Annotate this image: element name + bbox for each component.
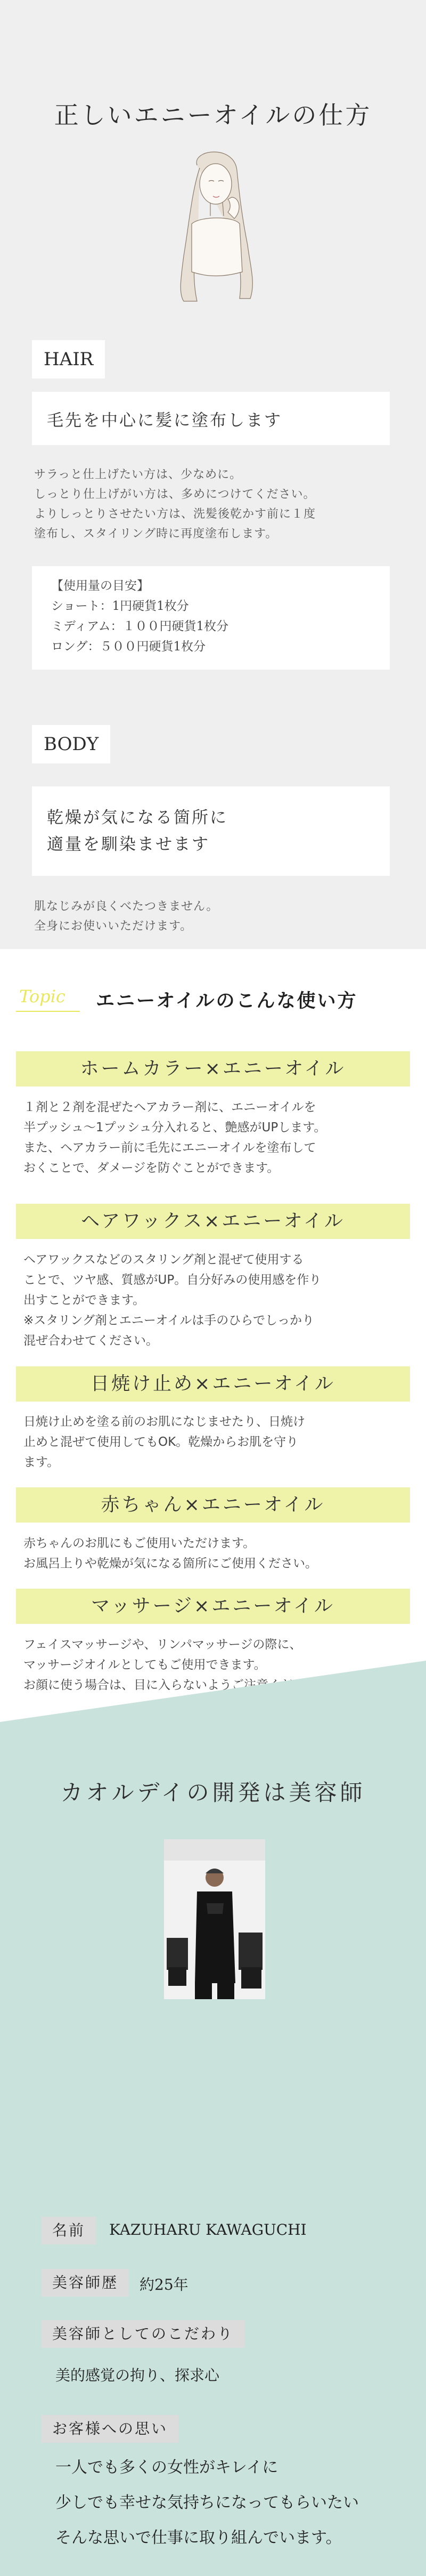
developer-title: カオルデイの開発は美容師 xyxy=(60,1780,366,1806)
desc-line: ます。 xyxy=(23,1455,60,1469)
body-headline-line: 乾燥が気になる箇所に xyxy=(47,808,228,827)
desc-line: おくことで、ダメージを防ぐことができます。 xyxy=(23,1161,280,1175)
hair-headline: 毛先を中心に髪に塗布します xyxy=(47,411,282,430)
hair-line: 塗布し、スタイリング時に再度塗布します。 xyxy=(34,527,278,541)
use-title-home-color: ホームカラー×エニーオイル xyxy=(16,1051,410,1086)
name-label: 名前 xyxy=(42,2217,96,2244)
woman-illustration xyxy=(160,144,266,304)
developer-photo xyxy=(164,1839,265,1999)
desc-line: お風呂上りや乾燥が気になる箇所にご使用ください。 xyxy=(23,1557,317,1571)
thoughts-line: そんな思いで仕事に取り組んでいます。 xyxy=(55,2529,342,2547)
guide-short: ショート：1円硬貨1枚分 xyxy=(51,599,189,613)
use-title-sunscreen: 日焼け止め×エニーオイル xyxy=(16,1366,410,1402)
use-desc-sunscreen xyxy=(23,1412,412,1472)
desc-line: ヘアワックスなどのスタリング剤と混ぜて使用する xyxy=(23,1253,304,1267)
guide-heading: 【使用量の目安】 xyxy=(51,579,149,593)
topic-label: Topic xyxy=(19,986,65,1007)
use-desc-home-color xyxy=(23,1097,412,1178)
desc-line: 日焼け止めを塗る前のお肌になじませたり、日焼け xyxy=(23,1415,305,1429)
use-desc-baby xyxy=(23,1533,412,1574)
body-line: 肌なじみが良くべたつきません。 xyxy=(34,900,219,913)
thoughts-line: 少しでも幸せな気持ちになってもらいたい xyxy=(55,2493,359,2512)
desc-line: マッサージオイルとしてもご使用できます。 xyxy=(23,1658,266,1672)
topic-title: エニーオイルのこんな使い方 xyxy=(96,991,358,1012)
hair-tag: HAIR xyxy=(32,340,105,379)
desc-line: 半プッシュ〜1プッシュ分入れると、艶感がUPします。 xyxy=(23,1121,326,1134)
career-label: 美容師歴 xyxy=(42,2269,129,2297)
use-title-baby: 赤ちゃん×エニーオイル xyxy=(16,1487,410,1523)
desc-line: ※スタリング剤とエニーオイルは手のひらでしっかり xyxy=(23,1314,314,1327)
page-title: 正しいエニーオイルの仕方 xyxy=(54,101,372,130)
use-title-hair-wax: ヘアワックス×エニーオイル xyxy=(16,1204,410,1239)
desc-line: １剤と２剤を混ぜたヘアカラー剤に、エニーオイルを xyxy=(23,1100,316,1114)
hair-line: サラっと仕上げたい方は、少なめに。 xyxy=(34,468,242,481)
thoughts-label: お客様への思い xyxy=(42,2415,178,2443)
body-headline-box xyxy=(32,786,390,876)
desc-line: 出すことができます。 xyxy=(23,1293,145,1307)
use-desc-hair-wax xyxy=(23,1250,412,1351)
usage-guide-box xyxy=(32,566,390,670)
name-value: KAZUHARU KAWAGUCHI xyxy=(109,2221,307,2239)
hair-line: しっとり仕上げがい方は、多めにつけてください。 xyxy=(34,488,316,501)
guide-medium: ミディアム：１００円硬貨1枚分 xyxy=(51,619,229,633)
desc-line: また、ヘアカラー前に毛先にエニーオイルを塗布して xyxy=(23,1141,316,1155)
desc-line: 止めと混ぜて使用してもOK。乾燥からお肌を守り xyxy=(23,1435,299,1449)
commitment-value: 美的感覚の拘り、探求心 xyxy=(55,2366,220,2384)
thoughts-text xyxy=(55,2450,359,2556)
hair-instructions xyxy=(34,465,396,544)
hair-headline-box xyxy=(32,392,390,445)
body-headline-line: 適量を馴染ませます xyxy=(47,835,210,854)
body-line: 全身にお使いいただけます。 xyxy=(34,920,193,933)
section-divider xyxy=(0,1661,426,1722)
use-title-massage: マッサージ×エニーオイル xyxy=(16,1589,410,1624)
desc-line: ことで、ツヤ感、質感がUP。自分好みの使用感を作り xyxy=(23,1273,322,1287)
desc-line: お顔に使う場合は、目に入らないようご注意ください。 xyxy=(23,1678,330,1692)
body-instructions xyxy=(34,897,396,936)
career-value: 約25年 xyxy=(140,2276,189,2293)
commitment-label: 美容師としてのこだわり xyxy=(42,2320,244,2348)
topic-header xyxy=(16,984,421,1016)
hair-line: よりしっとりさせたい方は、洗髪後乾かす前に１度 xyxy=(34,508,316,521)
guide-long: ロング：５００円硬貨1枚分 xyxy=(51,640,206,654)
topic-underline xyxy=(16,1011,80,1012)
thoughts-line: 一人でも多くの女性がキレイに xyxy=(55,2458,278,2477)
body-tag: BODY xyxy=(32,725,110,763)
desc-line: 赤ちゃんのお肌にもご使用いただけます。 xyxy=(23,1536,256,1550)
desc-line: フェイスマッサージや、リンパマッサージの際に、 xyxy=(23,1638,302,1652)
desc-line: 混ぜ合わせてください。 xyxy=(23,1334,158,1348)
